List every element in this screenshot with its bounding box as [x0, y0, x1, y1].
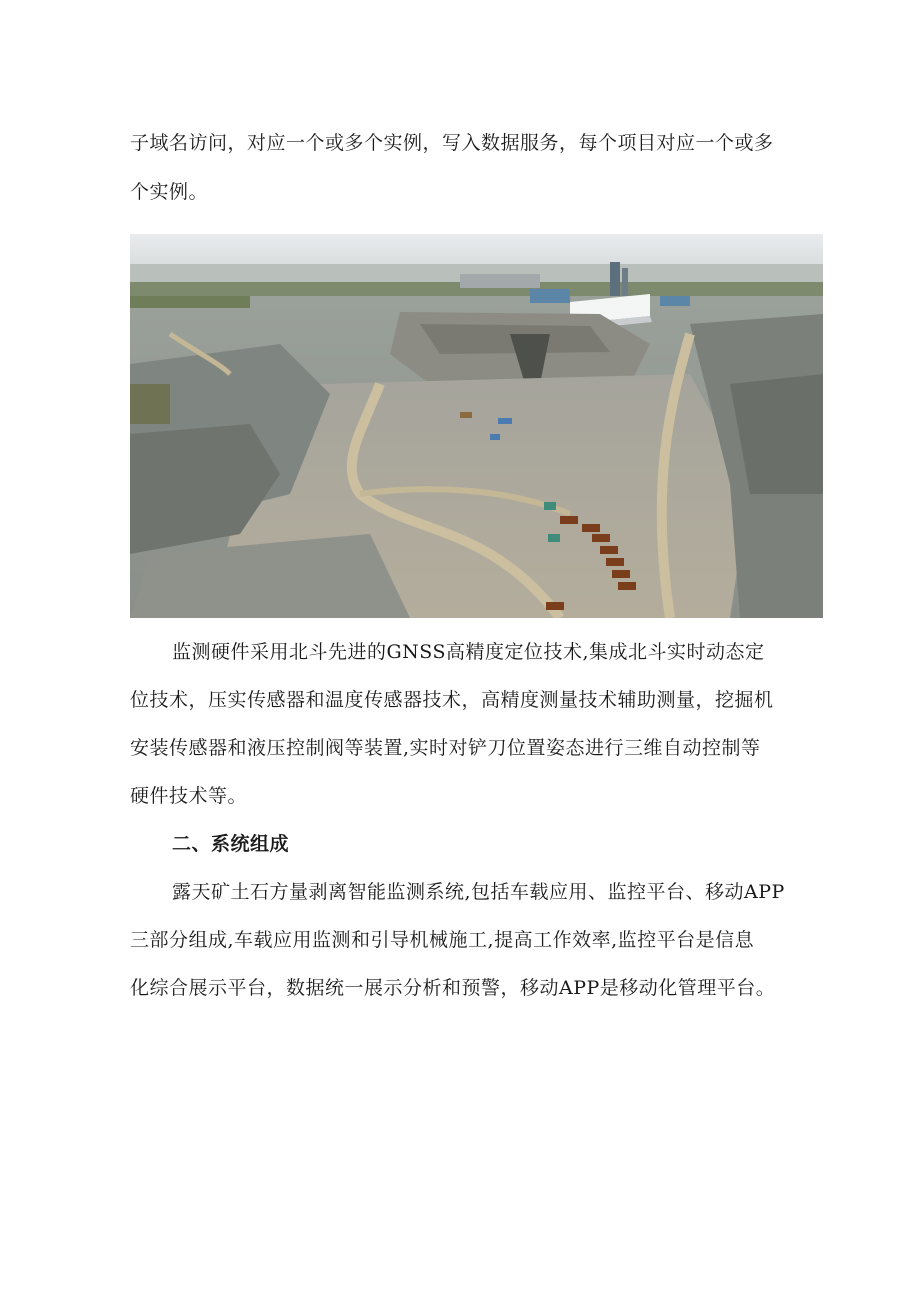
mine-aerial-photo: [130, 234, 823, 618]
para1-line-4: 硬件技术等。: [130, 785, 248, 807]
para1-line-3: 安装传感器和液压控制阀等装置,实时对铲刀位置姿态进行三维自动控制等: [130, 737, 761, 759]
para1-line-2: 位技术，压实传感器和温度传感器技术，高精度测量技术辅助测量，挖掘机: [130, 689, 774, 711]
intro-line-1: 子域名访问，对应一个或多个实例，写入数据服务，每个项目对应一个或多: [130, 132, 774, 154]
open-pit-mine-illustration: [130, 234, 823, 618]
para2-line-3: 化综合展示平台，数据统一展示分析和预警，移动APP是移动化管理平台。: [130, 977, 776, 999]
section-heading: 二、系统组成: [172, 833, 290, 855]
para2-line-2: 三部分组成,车载应用监测和引导机械施工,提高工作效率,监控平台是信息: [130, 929, 755, 951]
intro-line-2: 个实例。: [130, 181, 209, 203]
para2-line-1: 露天矿土石方量剥离智能监测系统,包括车载应用、监控平台、移动APP: [172, 881, 785, 903]
para1-line-1: 监测硬件采用北斗先进的GNSS高精度定位技术,集成北斗实时动态定: [172, 641, 765, 663]
